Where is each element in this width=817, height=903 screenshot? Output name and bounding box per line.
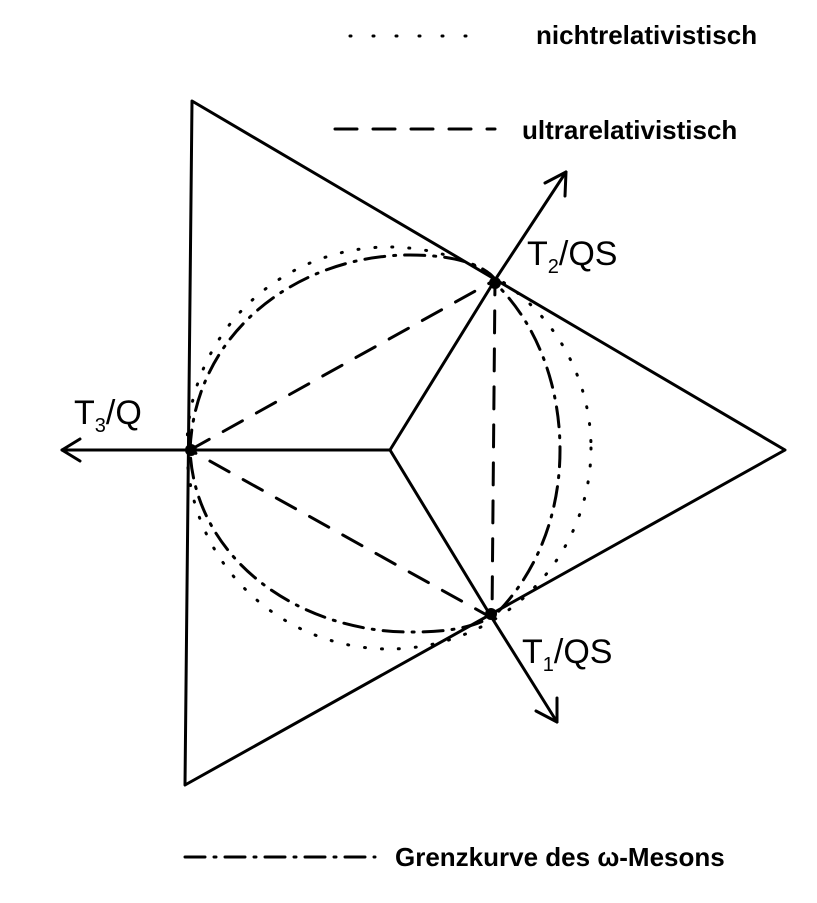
legend-ultrarelativistic-label: ultrarelativistisch — [522, 115, 738, 145]
t2-axis-label: T2/QS — [527, 235, 618, 278]
t1-axis-label: T1/QS — [522, 633, 613, 676]
legend-nonrelativistic-label: nichtrelativistisch — [536, 20, 758, 50]
t3-axis-arrow — [62, 439, 190, 461]
outer-triangle — [185, 101, 785, 785]
t3-axis-label: T3/Q — [74, 394, 142, 437]
omega-boundary-curve — [190, 255, 560, 632]
legend-boundary-curve-label: Grenzkurve des ω-Mesons — [395, 842, 725, 872]
nonrelativistic-boundary-curve — [187, 247, 591, 649]
